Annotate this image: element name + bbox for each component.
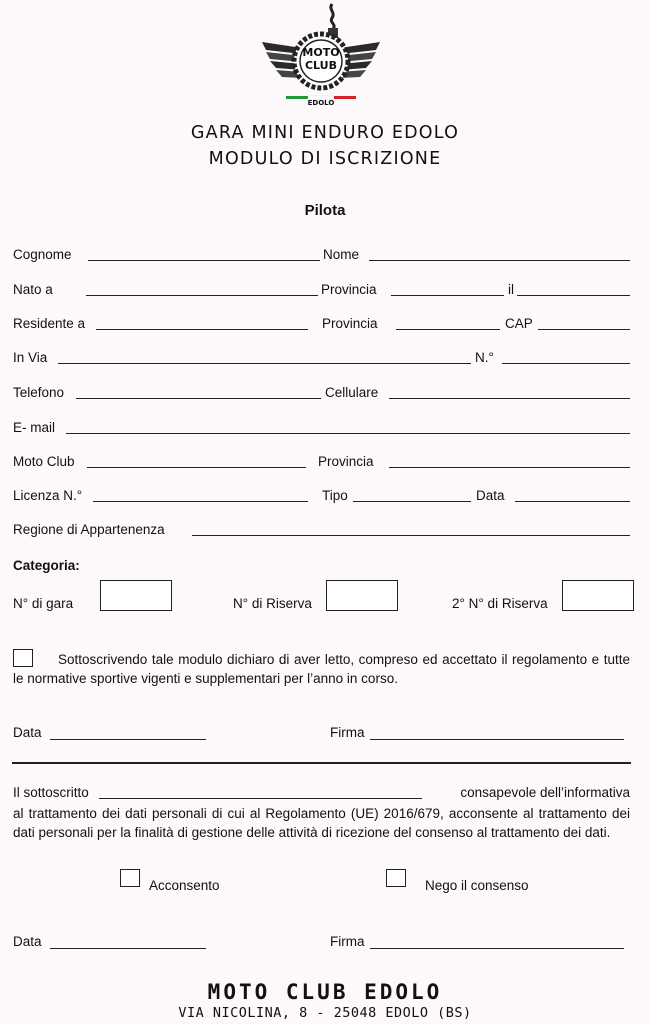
logo-text-moto: MOTO: [302, 46, 340, 59]
label-cognome: Cognome: [13, 247, 72, 262]
input-email[interactable]: [66, 433, 630, 434]
privacy-body: al trattamento dei dati personali di cui al Regolamento (UE) 2016/679, acconsente al trattamento dei dati personali per la finalità di gestione delle attività di ricezione del consenso al trattamento dei dati.: [13, 806, 630, 840]
label-firma-1: Firma: [330, 725, 365, 740]
label-in-via: In Via: [13, 350, 48, 365]
label-telefono: Telefono: [13, 385, 65, 400]
input-firma-1[interactable]: [370, 739, 624, 740]
input-numero-civico[interactable]: [502, 363, 630, 364]
form-subtitle: MODULO DI ISCRIZIONE: [208, 149, 442, 169]
label-secondo-riserva: 2° N° di Riserva: [452, 596, 548, 611]
label-data-firma-2: Data: [13, 934, 42, 949]
input-residente-a[interactable]: [96, 329, 308, 330]
checkbox-acconsento[interactable]: [120, 869, 140, 887]
input-provincia-residenza[interactable]: [396, 329, 500, 330]
label-numero-civico: N.°: [475, 350, 494, 365]
label-acconsento: Acconsento: [149, 878, 220, 893]
checkbox-nego-consenso[interactable]: [386, 869, 406, 887]
dichiarazione-text: Sottoscrivendo tale modulo dichiaro di aver letto, compreso ed accettato il regolamento e tutte le normative sportive vigenti e supplementari per l’anno in corso.: [13, 652, 630, 686]
label-nego-consenso: Nego il consenso: [425, 878, 529, 893]
input-data-nascita[interactable]: [517, 295, 630, 296]
label-numero-riserva: N° di Riserva: [233, 596, 312, 611]
input-numero-riserva[interactable]: [326, 580, 398, 611]
input-licenza[interactable]: [93, 501, 308, 502]
footer-club-name: MOTO CLUB EDOLO: [207, 980, 443, 1004]
input-cap[interactable]: [538, 329, 630, 330]
label-nome: Nome: [323, 247, 360, 262]
moto-club-logo: [258, 2, 384, 108]
logo-text-edolo: EDOLO: [307, 99, 335, 107]
label-provincia-residenza: Provincia: [322, 316, 378, 331]
footer-address: VIA NICOLINA, 8 - 25048 EDOLO (BS): [178, 1005, 472, 1021]
form-title: GARA MINI ENDURO EDOLO: [190, 123, 460, 143]
label-numero-gara: N° di gara: [13, 596, 74, 611]
label-il: il: [508, 282, 514, 297]
input-nato-a[interactable]: [86, 295, 318, 296]
input-regione[interactable]: [192, 535, 630, 536]
label-provincia-club: Provincia: [318, 454, 374, 469]
label-email: E- mail: [13, 420, 56, 435]
privacy-intro: Il sottoscritto: [13, 785, 89, 800]
input-data-firma-1[interactable]: [50, 739, 206, 740]
input-in-via[interactable]: [58, 363, 471, 364]
section-pilota: Pilota: [304, 202, 346, 219]
input-firma-2[interactable]: [370, 948, 624, 949]
label-residente-a: Residente a: [13, 316, 86, 331]
label-data-firma-1: Data: [13, 725, 42, 740]
label-licenza: Licenza N.°: [13, 488, 83, 503]
label-tipo: Tipo: [322, 488, 348, 503]
logo-text-club: CLUB: [304, 59, 337, 72]
label-categoria: Categoria:: [13, 558, 80, 573]
label-cellulare: Cellulare: [325, 385, 379, 400]
label-moto-club: Moto Club: [13, 454, 75, 469]
input-data-licenza[interactable]: [515, 501, 630, 502]
input-provincia-nascita[interactable]: [391, 295, 504, 296]
input-nome[interactable]: [369, 260, 630, 261]
label-data-licenza: Data: [476, 488, 505, 503]
input-provincia-club[interactable]: [389, 467, 630, 468]
label-cap: CAP: [505, 316, 533, 331]
label-nato-a: Nato a: [13, 282, 53, 297]
input-secondo-riserva[interactable]: [562, 580, 634, 611]
input-cognome[interactable]: [88, 260, 320, 261]
label-provincia-nascita: Provincia: [321, 282, 377, 297]
input-numero-gara[interactable]: [100, 580, 172, 611]
input-data-firma-2[interactable]: [50, 948, 206, 949]
input-tipo[interactable]: [353, 501, 471, 502]
section-divider: [12, 762, 631, 764]
input-telefono[interactable]: [76, 398, 321, 399]
privacy-consapevole: consapevole dell’informativa: [460, 785, 630, 800]
input-cellulare[interactable]: [389, 398, 630, 399]
label-firma-2: Firma: [330, 934, 365, 949]
input-sottoscritto[interactable]: [99, 798, 422, 799]
input-moto-club[interactable]: [87, 467, 306, 468]
label-regione: Regione di Appartenenza: [13, 522, 165, 537]
